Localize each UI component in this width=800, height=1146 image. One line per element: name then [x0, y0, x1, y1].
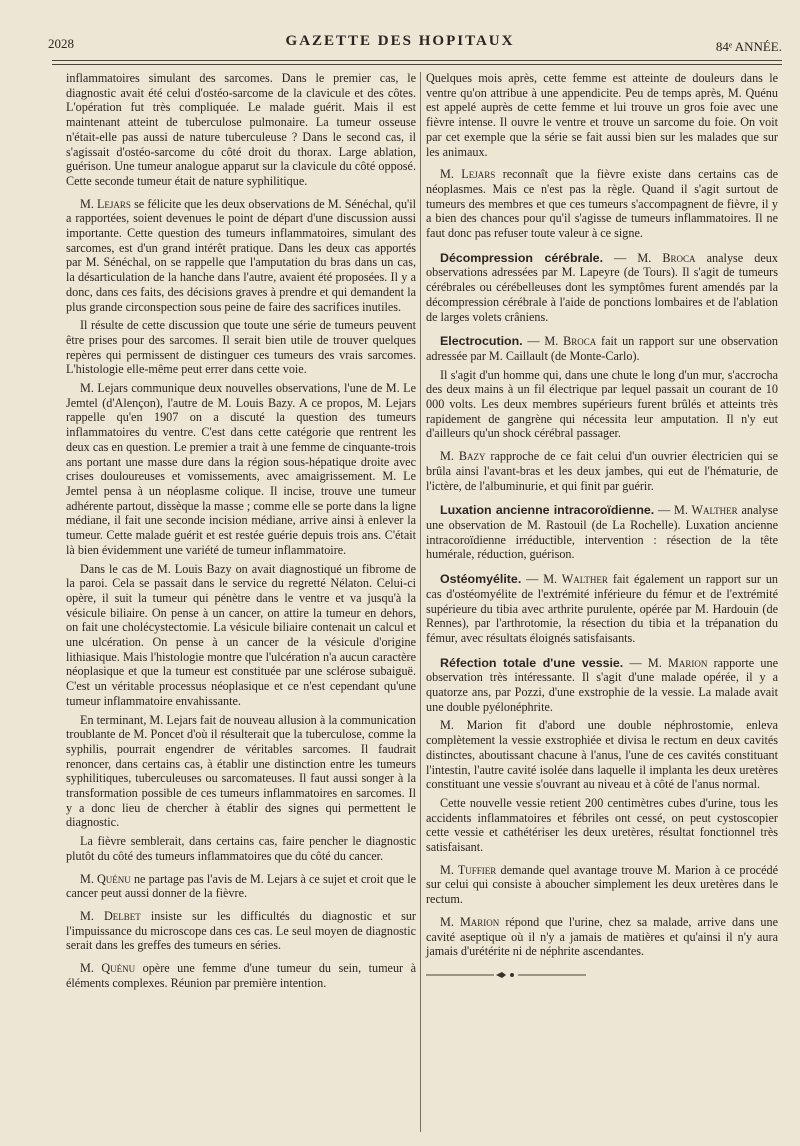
speaker-name: M. Walther: [543, 572, 608, 587]
right-column: [426, 71, 778, 983]
section-title: Décompression cérébrale.: [440, 250, 604, 265]
journal-title: GAZETTE DES HOPITAUX: [285, 33, 515, 49]
section-electrocution: Electrocution. — M. Broca fait un rapport sur une observation adressée par M. Caillault (de Monte-Carlo).: [426, 334, 778, 363]
paragraph: [66, 872, 416, 901]
paragraph: M. Marion fit d'abord une double néphrostomie, enleva complètement la vessie exstrophiée et divisa le rectum en deux cavités distinctes, aboutissant chacune à l'anus, l'une de ces cavités constituant l'intestin, l'autre cavité isolée dans laquelle il implanta les deux uretères constituant une vessie s'ouvrant au niveau et à côté de l'anus normal.: [426, 718, 778, 792]
section-title: Electrocution.: [440, 334, 523, 349]
paragraph: M. Lejars communique deux nouvelles observations, l'une de M. Le Jemtel (d'Alençon), l'autre de M. Louis Bazy. A ce propos, M. Lejars rappelle qu'en 1907 on a discuté la question des tumeurs inflammatoires du ventre. C'est dans cette catégorie que rentrent les deux cas en question. Le premier a trait à une femme de cinquante-trois ans portant une masse dure dans la région sous-hépatique droite avec crises douloureuses et vomissements, avec amaigrissement. M. Le Jemtel pensa à un néoplasme colique. Il incise, trouve une tumeur adhérente partout, dissèque la masse ; comme elle se porte dans la ligne médiane, il fait une seconde incision médiane, arrive ainsi à enlever la tumeur. Cette malade guérit et est restée guérie depuis trois ans. C'était là bien évidemment une variété de tumeur inflammatoire.: [66, 381, 416, 557]
page-header: [0, 0, 800, 70]
paragraph-text: ne partage pas l'avis de M. Lejars à ce sujet et croit que le cancer peut aussi donner de la fièvre.: [66, 871, 416, 901]
year-info: 84ᵉ ANNÉE.: [715, 39, 782, 54]
paragraph: Quelques mois après, cette femme est atteinte de douleurs dans le ventre qu'on attribue à une appendicite. Peu de temps après, M. Quénu est appelé auprès de cette femme et lui trouve un gros foie avec une fièvre intense. Il ouvre le ventre et trouve un sarcome du foie. On voit par cet exemple que la série se fait aussi bien sur les malades que sur les animaux.: [426, 71, 778, 159]
paragraph-text: se félicite que les deux observations de M. Sénéchal, qu'il a rapportées, soient devenues le point de départ d'une discussion aussi importante. Cette question des tumeurs inflammatoires, simulant des sarcomes, est d'un grand intérêt pratique. Dans les deux cas apportés par M. Sénéchal, on se rappelle que l'amputation du bras dans un cas, la désarticulation de la hanche dans l'autre, avaient été proposées. Il y a donc, dans ces faits, des décisions graves à prendre et qui demandent la plus grande circonspection sous peine de faire des sacrifices inutiles.: [66, 196, 417, 314]
paragraph: Cette nouvelle vessie retient 200 centimètres cubes d'urine, tous les accidents inflammatoires et fébriles ont cessé, on peut cystoscopier cette vessie et cathétériser les deux uretères, résultat fonctionnel très satisfaisant.: [426, 795, 778, 855]
speaker-name: M. Broca: [544, 334, 597, 349]
header-rule-bottom: [52, 64, 782, 65]
section-decompression: Décompression cérébrale. — M. Broca analyse deux observations adressées par M. Lapeyre (de Tours). Il s'agit de tumeurs cérébrales ou cérébelleuses dont les symptômes furent amendés par la décompression cérébrale à l'aide de ponctions lombaires et de l'ablation de larges volets crâniens.: [426, 250, 778, 324]
page-number: 2028: [48, 36, 74, 51]
paragraph-text: fait un rapport sur une observation adressée par M. Caillault (de Monte-Carlo).: [426, 334, 778, 363]
speaker-name: M. Quénu: [80, 961, 136, 976]
speaker-name: M. Broca: [637, 250, 696, 265]
paragraph-text: analyse une observation de M. Rastouil (de La Rochelle). Luxation ancienne intracoroïdienne irréductible, intervention : résection de la tête humérale, réduction, guérison.: [426, 503, 779, 562]
section-refection-vessie: Réfection totale d'une vessie. — M. Marion rapporte une observation très intéressante. Il s'agit d'une malade opérée, il y a quatorze ans, par Pozzi, d'une exstrophie de la vessie. La malade avait une double pyélonéphrite.: [426, 655, 779, 714]
speaker-name: M. Delbet: [80, 908, 141, 923]
section-osteomyelite: Ostéomyélite. — M. Walther fait également un rapport sur un cas d'ostéomyélite de l'extrémité inférieure du fémur et de l'extrémité supérieure du tibia avec arthrite purulente, opérée par M. Hardouin (de Rennes), par l'arthrotomie, la résection du tibia et la trépanation du fémur, avec résultats éloignés satisfaisants.: [426, 572, 779, 645]
paragraph: [426, 167, 778, 241]
paragraph: La fièvre semblerait, dans certains cas, faire pencher le diagnostic plutôt du côté des tumeurs inflammatoires que du côté du cancer.: [66, 834, 416, 863]
speaker-name: M. Lejars: [440, 167, 496, 182]
section-luxation: Luxation ancienne intracoroïdienne. — M. Walther analyse une observation de M. Rastouil (de La Rochelle). Luxation ancienne intracoroïdienne irréductible, intervention : résection de la tête humérale, réduction, guérison.: [426, 503, 779, 562]
paragraph: Il résulte de cette discussion que toute une série de tumeurs peuvent être prises pour des sarcomes. Il serait bien utile de trouver quelques repères qui permissent de distinguer ces tumeurs des vrais sarcomes. L'histologie elle-même peut errer dans cette voie.: [66, 318, 416, 377]
paragraph-text: rapporte une observation très intéressante. Il s'agit d'une malade opérée, il y a quatorze ans, par Pozzi, d'une exstrophie de la vessie. La malade avait une double pyélonéphrite.: [426, 655, 779, 714]
section-title: Réfection totale d'une vessie.: [440, 655, 624, 670]
column-divider: [420, 72, 421, 1132]
paragraph-text: fait également un rapport sur un cas d'ostéomyélite de l'extrémité inférieure du fémur et de l'extrémité supérieure du tibia avec arthrite purulente, opérée par M. Hardouin (de Rennes), par l'arthrotomie, la résection du tibia et la trépanation du fémur, avec résultats éloignés satisfaisants.: [426, 572, 779, 645]
speaker-name: M. Lejars: [80, 196, 131, 211]
paragraph-text: répond que l'urine, chez sa malade, arrive dans une cavité aseptique où il n'y a jamais de matières et qu'ainsi il n'y aura jamais d'urétérite ni de néphrite ascendantes.: [426, 914, 779, 959]
paragraph: En terminant, M. Lejars fait de nouveau allusion à la communication troublante de M. Poncet d'où il résulterait que la tuberculose, comme la syphilis, pourrait engendrer de véritables sarcomes. Il faudrait renoncer, dans certains cas, à établir une distinction entre les tumeurs syphilitiques, tuberculeuses ou sarcomateuses. Il faut aussi songer à la transformation possible de ces tumeurs inflammatoires en sarcomes. Il y a donc lieu de chercher à établir des signes qui permettent le diagnostic.: [66, 712, 416, 830]
section-title: Ostéomyélite.: [440, 572, 522, 587]
paragraph: Dans le cas de M. Louis Bazy on avait diagnostiqué un fibrome de la paroi. Cela se passait dans le service du regretté Nélaton. Celui-ci opère, il suit la tumeur qui pénètre dans le ventre et va jusqu'à la vésicule biliaire. On pense à un cancer, on attire la tumeur en dehors, on fait une cholécystectomie. La vésicule biliaire contenait un calcul et une ulcération. On pense à un cancer de la vésicule d'origine lithiasique. Mais l'histologie montre que l'ulcération n'a aucun caractère néoplasique et que la tumeur est constituée par une sclérose subaiguë. C'est un véritable processus néoplasique et ce n'est cependant qu'une tumeur inflammatoire envahissante.: [66, 561, 416, 708]
speaker-name: M. Marion: [647, 655, 708, 670]
paragraph: Il s'agit d'un homme qui, dans une chute le long d'un mur, s'accrocha des deux mains à un fil électrique par lequel passait un courant de 10 000 volts. Les deux membres supérieurs furent brûlés et atteints très rapidement de gangrène qui nécessita leur amputation. Il n'y eut d'ailleurs qu'un shock cérébral passager.: [426, 367, 778, 441]
paragraph: [426, 863, 778, 907]
speaker-name: M. Bazy: [440, 449, 486, 464]
paragraph: [66, 961, 416, 990]
end-ornament: [426, 971, 586, 979]
paragraph: [66, 197, 416, 315]
paragraph: inflammatoires simulant des sarcomes. Dans le premier cas, le diagnostic avait été celui d'ostéo-sarcome de la clavicule et des côtes. L'opération fut très compliquée. Le malade guérit. Mais il est maintenant atteint de tuberculose pulmonaire. La tumeur osseuse n'était-elle pas aussi de nature tuberculeuse ? Dans le second cas, il s'agissait d'ostéo-sarcome du côté droit du thorax. Large ablation, guérison. Une tumeur analogue apparut sur la clavicule du côté opposé. Cette seconde tumeur était de nature syphilitique.: [66, 71, 416, 188]
left-column: [66, 71, 416, 994]
paragraph-text: demande quel avantage trouve M. Marion à ce procédé sur celui qui consiste à aboucher simplement les deux uretères dans le rectum.: [426, 862, 778, 907]
paragraph: [426, 915, 778, 959]
paragraph-text: rapproche de ce fait celui d'un ouvrier électricien qui se brûla ainsi l'avant-bras et les deux jambes, qui eut de l'hématurie, de l'ictère, de l'albuminurie, et qui finit par guérir.: [426, 449, 779, 493]
paragraph-text: insiste sur les difficultés du diagnostic et sur l'impuissance du microscope dans ces cas. Le seul moyen de diagnostic serait dans les greffes des tumeurs en séries.: [66, 908, 416, 953]
paragraph: [426, 449, 778, 493]
paragraph-text: reconnaît que la fièvre existe dans certains cas de néoplasmes. Mais ce n'est pas la règle. Quand il s'agit surtout de tumeurs des membres et que ces tumeurs s'accompagnent de fièvre, il y a bien des chances pour qu'il s'agisse de tumeurs inflammatoires. Il ne faut donc pas refuser toute valeur à ce signe.: [426, 167, 778, 241]
speaker-name: M. Quénu: [80, 871, 131, 886]
header-rule-top: [52, 60, 782, 61]
section-title: Luxation ancienne intracoroïdienne.: [440, 503, 655, 518]
paragraph-text: opère une femme d'une tumeur du sein, tumeur à éléments complexes. Réunion par première intention.: [66, 961, 416, 990]
speaker-name: M. Marion: [440, 914, 500, 929]
speaker-name: M. Tuffier: [440, 862, 497, 877]
paragraph: [66, 909, 416, 953]
paragraph-text: analyse deux observations adressées par M. Lapeyre (de Tours). Il s'agit de tumeurs cérébrales ou cérébelleuses dont les symptômes furent amendés par la décompression cérébrale à l'aide de ponctions lombaires et de l'ablation de larges volets crâniens.: [426, 250, 778, 324]
speaker-name: M. Walther: [674, 503, 738, 518]
